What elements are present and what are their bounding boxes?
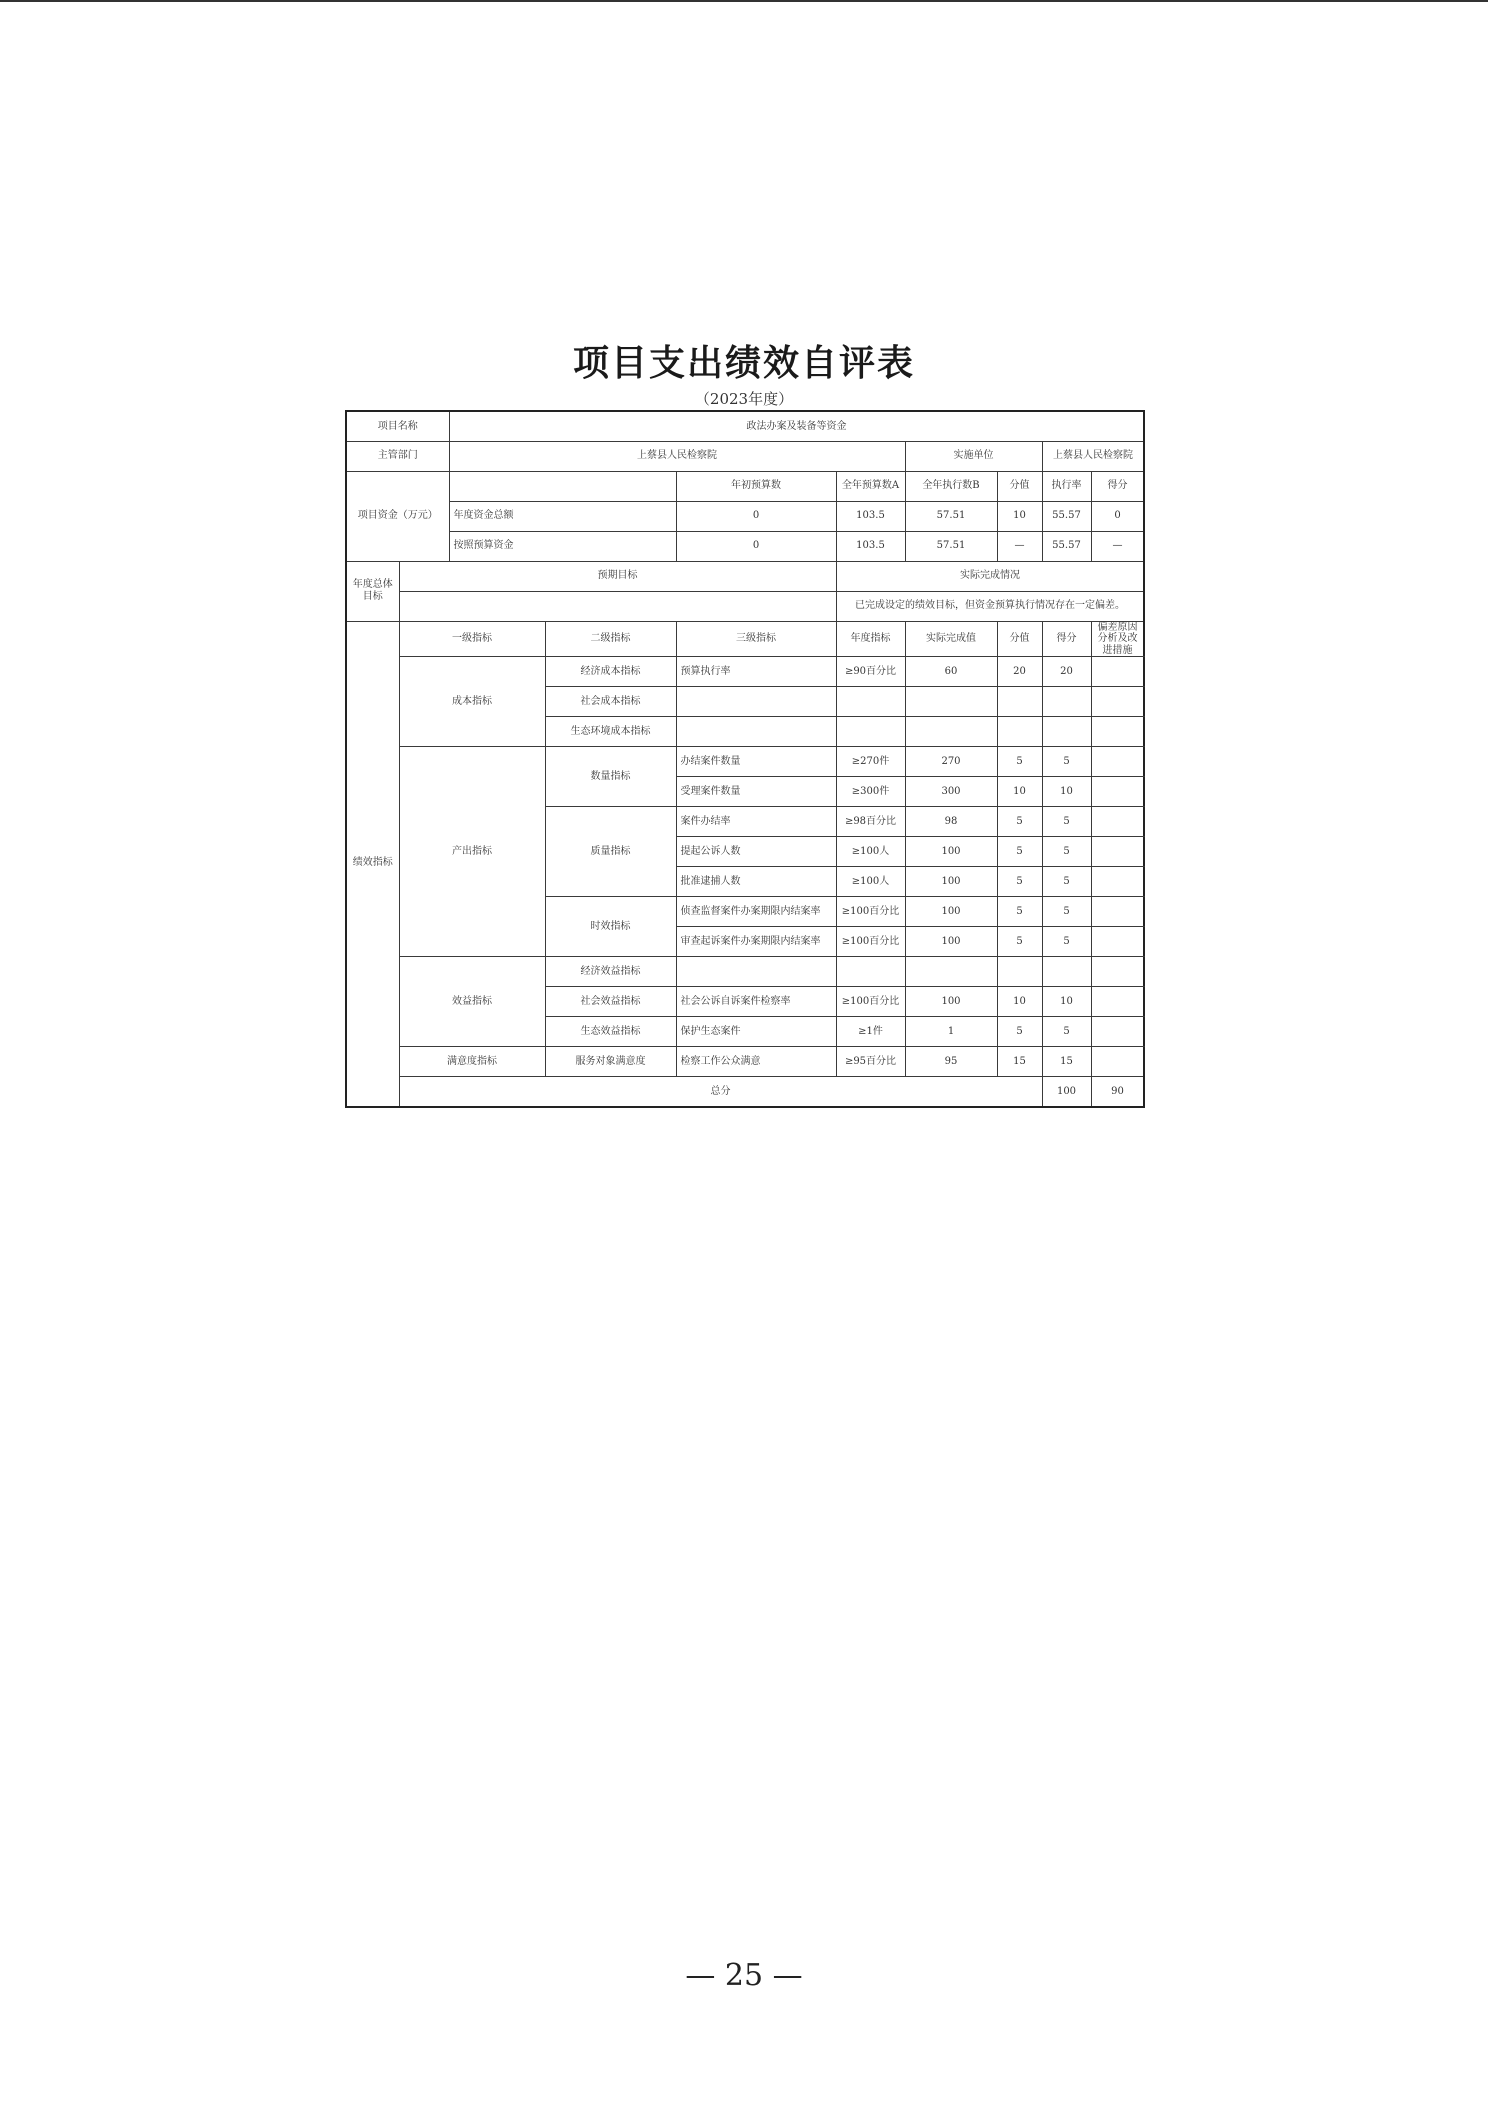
score-cell: 5	[1042, 1017, 1091, 1047]
actual-cell: 100	[905, 897, 997, 927]
page-number: — 25 —	[685, 1958, 803, 1993]
deviation-cell	[1091, 867, 1144, 897]
funds-header-score: 得分	[1091, 471, 1144, 501]
dept-label: 主管部门	[346, 441, 449, 471]
goals-expected-text	[399, 591, 836, 621]
deviation-cell	[1091, 1017, 1144, 1047]
level3-cell: 受理案件数量	[676, 777, 836, 807]
deviation-cell	[1091, 957, 1144, 987]
perf-header-level1: 一级指标	[399, 621, 545, 657]
level1-output: 产出指标	[399, 747, 545, 957]
level3-cell	[676, 717, 836, 747]
target-cell: ≥100百分比	[836, 897, 905, 927]
level3-cell: 批准逮捕人数	[676, 867, 836, 897]
level3-cell: 保护生态案件	[676, 1017, 836, 1047]
perf-header-level2: 二级指标	[545, 621, 676, 657]
target-cell	[836, 687, 905, 717]
target-cell	[836, 717, 905, 747]
funds-header-executed: 全年执行数B	[905, 471, 997, 501]
funds-budget-row	[346, 531, 1144, 561]
department-row	[346, 441, 1144, 471]
level3-cell: 案件办结率	[676, 807, 836, 837]
goals-content-row	[346, 591, 1144, 621]
level2-econ-cost: 经济成本指标	[545, 657, 676, 687]
goals-label: 年度总体目标	[346, 561, 399, 621]
self-evaluation-table	[345, 410, 1145, 1108]
target-cell: ≥95百分比	[836, 1047, 905, 1077]
weight-cell: 10	[997, 777, 1042, 807]
funds-budget-annual: 103.5	[836, 531, 905, 561]
actual-cell: 60	[905, 657, 997, 687]
deviation-cell	[1091, 897, 1144, 927]
table-row	[346, 957, 1144, 987]
level3-cell: 办结案件数量	[676, 747, 836, 777]
self-evaluation-table-wrapper	[345, 410, 1143, 1097]
funds-header-weight: 分值	[997, 471, 1042, 501]
score-cell	[1042, 717, 1091, 747]
funds-header-blank	[449, 471, 676, 501]
actual-cell: 100	[905, 987, 997, 1017]
table-row	[346, 1047, 1144, 1077]
actual-cell: 100	[905, 927, 997, 957]
funds-budget-initial: 0	[676, 531, 836, 561]
deviation-cell	[1091, 807, 1144, 837]
level2-social-benefit: 社会效益指标	[545, 987, 676, 1017]
target-cell: ≥100人	[836, 867, 905, 897]
level2-social-cost: 社会成本指标	[545, 687, 676, 717]
score-cell: 20	[1042, 657, 1091, 687]
target-cell: ≥100百分比	[836, 987, 905, 1017]
perf-header-weight: 分值	[997, 621, 1042, 657]
impl-label: 实施单位	[905, 441, 1042, 471]
goals-actual-text: 已完成设定的绩效目标，但资金预算执行情况存在一定偏差。	[836, 591, 1144, 621]
score-cell: 10	[1042, 777, 1091, 807]
level3-cell	[676, 687, 836, 717]
level2-quantity: 数量指标	[545, 747, 676, 807]
level2-eco-cost: 生态环境成本指标	[545, 717, 676, 747]
level2-satisfaction: 服务对象满意度	[545, 1047, 676, 1077]
funds-budget-rate: 55.57	[1042, 531, 1091, 561]
funds-budget-executed: 57.51	[905, 531, 997, 561]
score-cell: 5	[1042, 747, 1091, 777]
total-row	[346, 1077, 1144, 1107]
level3-cell: 预算执行率	[676, 657, 836, 687]
deviation-cell	[1091, 927, 1144, 957]
funds-total-annual: 103.5	[836, 501, 905, 531]
project-name-label: 项目名称	[346, 411, 449, 441]
target-cell: ≥98百分比	[836, 807, 905, 837]
deviation-cell	[1091, 837, 1144, 867]
weight-cell: 5	[997, 837, 1042, 867]
target-cell: ≥300件	[836, 777, 905, 807]
perf-header-level3: 三级指标	[676, 621, 836, 657]
score-cell: 10	[1042, 987, 1091, 1017]
actual-cell: 100	[905, 867, 997, 897]
goals-expected-header: 预期目标	[399, 561, 836, 591]
deviation-cell	[1091, 717, 1144, 747]
actual-cell: 100	[905, 837, 997, 867]
weight-cell: 5	[997, 1017, 1042, 1047]
level1-satisfaction: 满意度指标	[399, 1047, 545, 1077]
weight-cell: 5	[997, 807, 1042, 837]
level1-benefit: 效益指标	[399, 957, 545, 1047]
weight-cell: 10	[997, 987, 1042, 1017]
goals-actual-header: 实际完成情况	[836, 561, 1144, 591]
deviation-cell	[1091, 747, 1144, 777]
level1-cost: 成本指标	[399, 657, 545, 747]
total-label: 总分	[399, 1077, 1042, 1107]
level2-eco-benefit: 生态效益指标	[545, 1017, 676, 1047]
weight-cell: 15	[997, 1047, 1042, 1077]
funds-header-row	[346, 471, 1144, 501]
page-top-border	[0, 0, 1488, 2]
level3-cell	[676, 957, 836, 987]
weight-cell	[997, 957, 1042, 987]
funds-label: 项目资金（万元）	[346, 471, 449, 561]
target-cell: ≥1件	[836, 1017, 905, 1047]
deviation-cell	[1091, 987, 1144, 1017]
project-name-row	[346, 411, 1144, 441]
total-weight: 100	[1042, 1077, 1091, 1107]
actual-cell: 1	[905, 1017, 997, 1047]
perf-header-deviation: 偏差原因分析及改进措施	[1091, 621, 1144, 657]
perf-header-target: 年度指标	[836, 621, 905, 657]
deviation-cell	[1091, 687, 1144, 717]
funds-total-weight: 10	[997, 501, 1042, 531]
weight-cell: 5	[997, 867, 1042, 897]
score-cell: 5	[1042, 927, 1091, 957]
level3-cell: 审查起诉案件办案期限内结案率	[676, 927, 836, 957]
score-cell: 15	[1042, 1047, 1091, 1077]
funds-total-score: 0	[1091, 501, 1144, 531]
funds-budget-label: 按照预算资金	[449, 531, 676, 561]
score-cell: 5	[1042, 807, 1091, 837]
funds-total-label: 年度资金总额	[449, 501, 676, 531]
funds-budget-score: —	[1091, 531, 1144, 561]
target-cell: ≥270件	[836, 747, 905, 777]
weight-cell: 5	[997, 897, 1042, 927]
score-cell	[1042, 957, 1091, 987]
actual-cell: 300	[905, 777, 997, 807]
weight-cell	[997, 717, 1042, 747]
score-cell: 5	[1042, 837, 1091, 867]
funds-header-rate: 执行率	[1042, 471, 1091, 501]
level3-cell: 检察工作公众满意	[676, 1047, 836, 1077]
score-cell: 5	[1042, 897, 1091, 927]
weight-cell: 5	[997, 747, 1042, 777]
weight-cell: 20	[997, 657, 1042, 687]
actual-cell	[905, 957, 997, 987]
actual-cell	[905, 717, 997, 747]
table-row	[346, 657, 1144, 687]
document-title: 项目支出绩效自评表	[572, 342, 915, 384]
actual-cell: 270	[905, 747, 997, 777]
level3-cell: 侦查监督案件办案期限内结案率	[676, 897, 836, 927]
impl-value: 上蔡县人民检察院	[1042, 441, 1144, 471]
funds-header-initial: 年初预算数	[676, 471, 836, 501]
project-name-value: 政法办案及装备等资金	[449, 411, 1144, 441]
funds-budget-weight: —	[997, 531, 1042, 561]
perf-header-row	[346, 621, 1144, 657]
actual-cell	[905, 687, 997, 717]
document-subtitle: （2023年度）	[694, 390, 794, 408]
level2-econ-benefit: 经济效益指标	[545, 957, 676, 987]
deviation-cell	[1091, 777, 1144, 807]
perf-header-score: 得分	[1042, 621, 1091, 657]
level2-quality: 质量指标	[545, 807, 676, 897]
score-cell	[1042, 687, 1091, 717]
perf-header-actual: 实际完成值	[905, 621, 997, 657]
level3-cell: 社会公诉自诉案件检察率	[676, 987, 836, 1017]
deviation-cell	[1091, 1047, 1144, 1077]
goals-header-row	[346, 561, 1144, 591]
weight-cell: 5	[997, 927, 1042, 957]
actual-cell: 98	[905, 807, 997, 837]
total-score: 90	[1091, 1077, 1144, 1107]
dept-value: 上蔡县人民检察院	[449, 441, 905, 471]
funds-total-executed: 57.51	[905, 501, 997, 531]
funds-total-initial: 0	[676, 501, 836, 531]
target-cell: ≥100百分比	[836, 927, 905, 957]
weight-cell	[997, 687, 1042, 717]
actual-cell: 95	[905, 1047, 997, 1077]
deviation-cell	[1091, 657, 1144, 687]
target-cell: ≥100人	[836, 837, 905, 867]
table-row	[346, 747, 1144, 777]
funds-total-row	[346, 501, 1144, 531]
perf-label: 绩效指标	[346, 621, 399, 1107]
score-cell: 5	[1042, 867, 1091, 897]
level3-cell: 提起公诉人数	[676, 837, 836, 867]
level2-timeliness: 时效指标	[545, 897, 676, 957]
target-cell: ≥90百分比	[836, 657, 905, 687]
funds-header-annual: 全年预算数A	[836, 471, 905, 501]
funds-total-rate: 55.57	[1042, 501, 1091, 531]
target-cell	[836, 957, 905, 987]
